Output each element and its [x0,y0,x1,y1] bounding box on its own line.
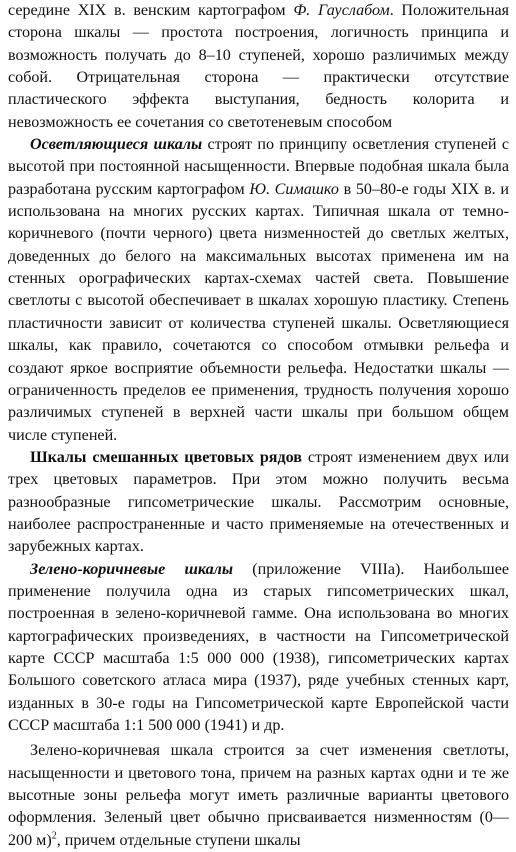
section-term: Зелено-коричневые шкалы [30,560,234,578]
paragraph-text: в 50–80-е годы XIX в. и использована на многих русских картах. Типичная шкала от темно-коричневого (почти черного) цвета низменностей до светлых желтых, доведенных до белого на максимальных высотах применена им на стенных орографических картах-схемах частей света. Повышение светлоты с высотой обеспечивает в шкалах хорошую пластику. Степень пластичности зависит от количества ступеней шкалы. Осветляющиеся шкалы, как правило, сочетаются со способом отмывки рельефа и создают яркое восприятие объемности рельефа. Недостатки шкалы — ограниченность пределов ее применения, трудность получения хорошо различимых ступеней в верхней части шкалы при большом общем числе ступеней. [8,180,509,444]
paragraph-lightening-scales [8,134,509,447]
author-name: Ю. Симашко [249,180,339,198]
paragraph-text: . Положительная сторона шкалы — простота построения, логичность принципа и возможность получать до 8–10 ступеней, хорошо различимых между собой. Отрицательная сторона — практически отсутствие пластического эффекта выступания, бедность колорита и невозможность ее сочетания со светотеневым способом [8,2,509,131]
author-name: Ф. Гауслабом [293,2,390,19]
section-term: Осветляющиеся шкалы [30,136,203,154]
footnote-marker: 2 [51,830,57,842]
paragraph-hauslab-scale [8,0,509,134]
paragraph-text: (приложение VIIIa). Наибольшее применение получила одна из старых гипсометрических шкал, построенная в зелено-коричневой гамме. Она использована во многих картографических произведениях, в частности на Гипсометрической карте СССР масштаба 1:5 000 000 (1938), гипсометрических картах Большого советского атласа мира (1937), ряде учебных стенных карт, изданных в 30-е годы на Гипсометрической карте Европейской части СССР масштаба 1:1 500 000 (1941) и др. [8,560,509,734]
paragraph-text: Зелено-коричневая шкала строится за счет изменения светлоты, насыщенности и цветового тона, причем на разных картах одни и те же высотные зоны рельефа могут иметь различные варианты цветового оформления. Зеленый цвет обычно присваивается низменностям (0—200 м) [8,742,509,849]
paragraph-text: строят изменением двух или трех цветовых параметров. При этом можно получить весьма разнообразные гипсометрические шкалы. Рассмотрим основные, наиболее распространенные и часто применяемые на отечественных и зарубежных картах. [8,448,510,556]
paragraph-text: середине XIX в. венским картографом [8,2,294,19]
section-term: Шкалы смешанных цветовых рядов [30,448,302,466]
paragraph-mixed-series-scales [8,447,509,559]
paragraph-text: , причем отдельные ступени шкалы [56,831,301,849]
paragraph-green-brown-scales [8,559,509,738]
paragraph-green-brown-construction [8,740,509,852]
paragraph-text: строят по принципу осветления ступеней с высотой при постоянной насыщенности. Впервые подобная шкала была разработана русским картографом [8,136,509,198]
